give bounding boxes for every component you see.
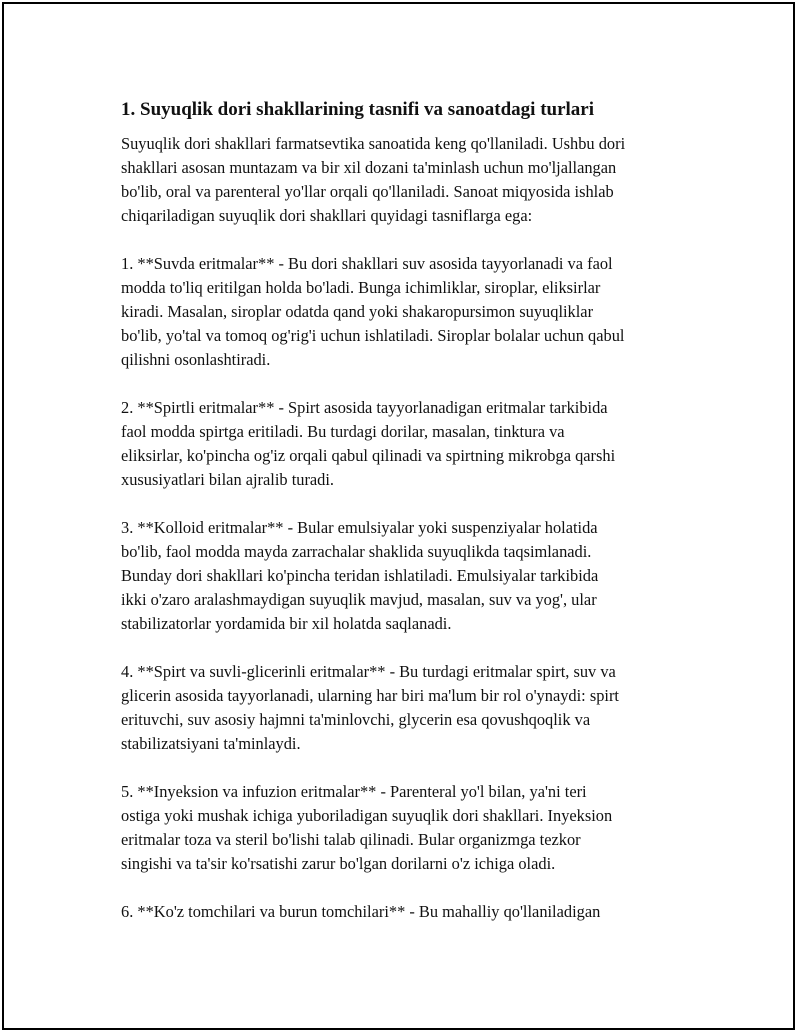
paragraph-item-3 bbox=[121, 516, 691, 636]
text-line: faol modda spirtga eritiladi. Bu turdagi dorilar, masalan, tinktura va bbox=[121, 422, 565, 441]
page-frame bbox=[2, 2, 795, 1030]
text-line: qilishni osonlashtiradi. bbox=[121, 350, 271, 369]
text-line: bo'lib, yo'tal va tomoq og'rig'i uchun ishlatiladi. Siroplar bolalar uchun qabul bbox=[121, 326, 625, 345]
text-line: 3. **Kolloid eritmalar** - Bular emulsiyalar yoki suspenziyalar holatida bbox=[121, 518, 598, 537]
text-line: modda to'liq eritilgan holda bo'ladi. Bunga ichimliklar, siroplar, eliksirlar bbox=[121, 278, 601, 297]
text-line: erituvchi, suv asosiy hajmni ta'minlovchi, glycerin esa qovushqoqlik va bbox=[121, 710, 591, 729]
text-line: 5. **Inyeksion va infuzion eritmalar** - Parenteral yo'l bilan, ya'ni teri bbox=[121, 782, 587, 801]
paragraph-item-2 bbox=[121, 396, 691, 492]
text-line: xususiyatlari bilan ajralib turadi. bbox=[121, 470, 335, 489]
paragraph-item-6 bbox=[121, 900, 691, 924]
text-line: shakllari asosan muntazam va bir xil dozani ta'minlash uchun mo'ljallangan bbox=[121, 158, 617, 177]
text-line: 2. **Spirtli eritmalar** - Spirt asosida tayyorlanadigan eritmalar tarkibida bbox=[121, 398, 608, 417]
page-title: 1. Suyuqlik dori shakllarining tasnifi va sanoatdagi turlari bbox=[121, 99, 595, 120]
text-line: chiqariladigan suyuqlik dori shakllari quyidagi tasniflarga ega: bbox=[121, 206, 533, 225]
text-line: 4. **Spirt va suvli-glicerinli eritmalar** - Bu turdagi eritmalar spirt, suv va bbox=[121, 662, 616, 681]
text-line: ikki o'zaro aralashmaydigan suyuqlik mavjud, masalan, suv va yog', ular bbox=[121, 590, 597, 609]
text-line: Suyuqlik dori shakllari farmatsevtika sanoatida keng qo'llaniladi. Ushbu dori bbox=[121, 134, 626, 153]
text-line: kiradi. Masalan, siroplar odatda qand yoki shakaropursimon suyuqliklar bbox=[121, 302, 594, 321]
text-line: eritmalar toza va steril bo'lishi talab qilinadi. Bular organizmga tezkor bbox=[121, 830, 581, 849]
paragraph-item-4 bbox=[121, 660, 691, 756]
text-line: Bunday dori shakllari ko'pincha teridan ishlatiladi. Emulsiyalar tarkibida bbox=[121, 566, 599, 585]
text-line: stabilizatorlar yordamida bir xil holatda saqlanadi. bbox=[121, 614, 452, 633]
paragraph-item-1 bbox=[121, 252, 691, 372]
document-body bbox=[121, 98, 691, 948]
text-line: eliksirlar, ko'pincha og'iz orqali qabul qilinadi va spirtning mikrobga qarshi bbox=[121, 446, 616, 465]
text-line: stabilizatsiyani ta'minlaydi. bbox=[121, 734, 301, 753]
text-line: bo'lib, faol modda mayda zarrachalar shaklida suyuqlikda taqsimlanadi. bbox=[121, 542, 592, 561]
text-line: bo'lib, oral va parenteral yo'llar orqali qo'llaniladi. Sanoat miqyosida ishlab bbox=[121, 182, 614, 201]
text-line: 1. **Suvda eritmalar** - Bu dori shakllari suv asosida tayyorlanadi va faol bbox=[121, 254, 613, 273]
paragraph-item-5 bbox=[121, 780, 691, 876]
text-line: singishi va ta'sir ko'rsatishi zarur bo'lgan dorilarni o'z ichiga oladi. bbox=[121, 854, 556, 873]
text-line: 6. **Ko'z tomchilari va burun tomchilari** - Bu mahalliy qo'llaniladigan bbox=[121, 902, 601, 921]
paragraph-intro bbox=[121, 132, 691, 228]
text-line: ostiga yoki mushak ichiga yuboriladigan suyuqlik dori shakllari. Inyeksion bbox=[121, 806, 613, 825]
text-line: glicerin asosida tayyorlanadi, ularning har biri ma'lum bir rol o'ynaydi: spirt bbox=[121, 686, 619, 705]
